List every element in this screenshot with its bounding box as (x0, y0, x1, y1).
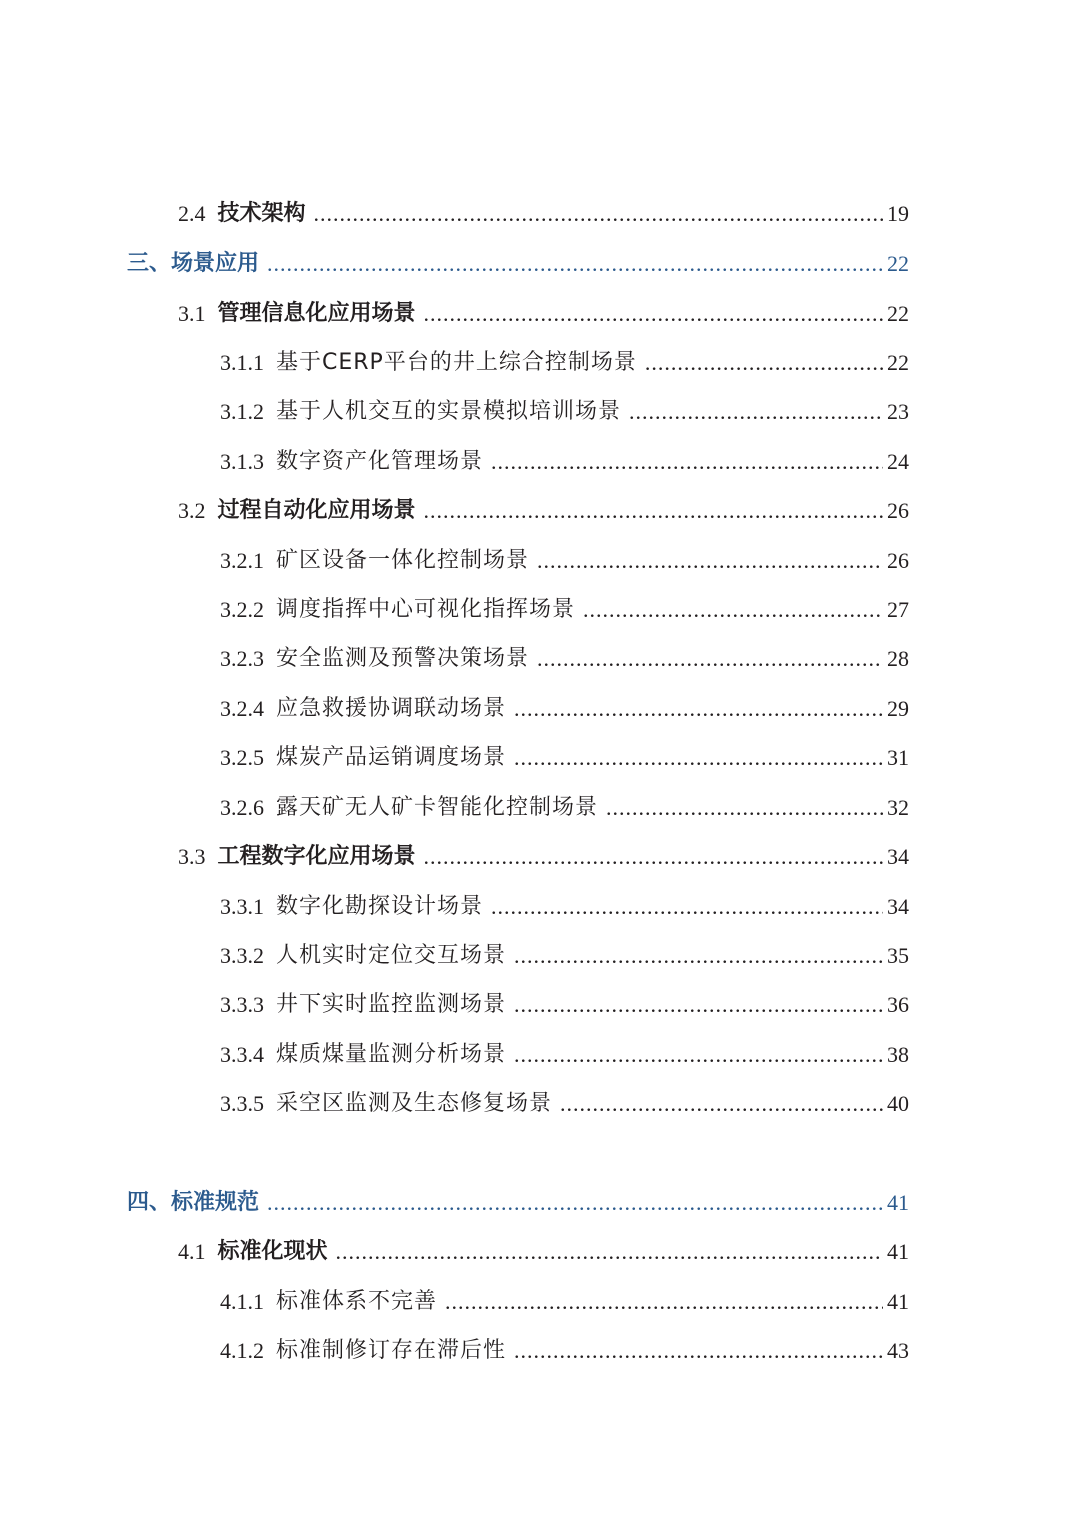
dot-leader (583, 592, 883, 628)
dot-leader (424, 493, 883, 529)
dot-leader (514, 740, 883, 776)
toc-number: 3.3.4 (220, 1042, 264, 1067)
toc-number: 3.1.1 (220, 350, 264, 375)
toc-page-number: 38 (887, 1042, 909, 1067)
toc-title: 标准制修订存在滞后性 (276, 1338, 507, 1363)
toc-page-number: 24 (887, 449, 909, 474)
toc-title: 四、标准规范 (127, 1190, 260, 1215)
dot-leader (560, 1086, 883, 1122)
toc-page-number: 31 (887, 745, 909, 770)
toc-number: 3.3.3 (220, 992, 264, 1017)
toc-page-number: 43 (887, 1338, 909, 1363)
toc-entry-chapter-3[interactable] (127, 246, 909, 282)
dot-leader (445, 1284, 883, 1320)
toc-number: 3.3.1 (220, 894, 264, 919)
toc-title: 数字化勘探设计场景 (276, 894, 484, 919)
toc-entry-3-1-2[interactable] (220, 394, 909, 430)
dot-leader (514, 987, 883, 1023)
dot-leader (424, 296, 883, 332)
toc-number: 3.1 (178, 301, 206, 326)
toc-number: 3.2.3 (220, 646, 264, 671)
dot-leader (514, 1333, 883, 1369)
toc-entry-4-1-2[interactable] (220, 1333, 909, 1369)
toc-page-number: 29 (887, 696, 909, 721)
toc-title: 采空区监测及生态修复场景 (276, 1091, 553, 1116)
toc-entry-3-2-3[interactable] (220, 641, 909, 677)
toc-number: 3.2.2 (220, 597, 264, 622)
toc-entry-3-2-5[interactable] (220, 740, 909, 776)
toc-entry-3-2-4[interactable] (220, 691, 909, 727)
toc-number: 2.4 (178, 201, 206, 226)
toc-number: 4.1.2 (220, 1338, 264, 1363)
dot-leader (314, 196, 883, 232)
toc-page-number: 32 (887, 795, 909, 820)
dot-leader (424, 839, 883, 875)
toc-entry-3-1-3[interactable] (220, 444, 909, 480)
toc-entry-3-2-6[interactable] (220, 790, 909, 826)
toc-page-number: 36 (887, 992, 909, 1017)
toc-entry-3-1-1[interactable] (220, 345, 909, 381)
toc-number: 3.3.5 (220, 1091, 264, 1116)
toc-page-number: 41 (887, 1289, 909, 1314)
toc-entry-3-3[interactable] (178, 839, 909, 875)
toc-page-number: 19 (887, 201, 909, 226)
toc-entry-4-1-1[interactable] (220, 1284, 909, 1320)
toc-page-number: 22 (887, 350, 909, 375)
toc-page-number: 40 (887, 1091, 909, 1116)
toc-page-number: 23 (887, 399, 909, 424)
dot-leader (537, 641, 883, 677)
toc-title: 井下实时监控监测场景 (276, 992, 507, 1017)
dot-leader (514, 691, 883, 727)
toc-page-number: 27 (887, 597, 909, 622)
toc-number: 3.3.2 (220, 943, 264, 968)
toc-title: 露天矿无人矿卡智能化控制场景 (276, 795, 599, 820)
toc-number: 3.2.4 (220, 696, 264, 721)
dot-leader (514, 938, 883, 974)
toc-title: 技术架构 (217, 201, 306, 226)
toc-number: 4.1.1 (220, 1289, 264, 1314)
toc-title: 管理信息化应用场景 (217, 301, 416, 326)
toc-page-number: 41 (887, 1239, 909, 1264)
toc-title: 煤质煤量监测分析场景 (276, 1042, 507, 1067)
toc-number: 4.1 (178, 1239, 206, 1264)
dot-leader (267, 1185, 883, 1221)
toc-title: 数字资产化管理场景 (276, 449, 484, 474)
dot-leader (537, 543, 883, 579)
toc-number: 3.1.2 (220, 399, 264, 424)
toc-title: 三、场景应用 (127, 251, 260, 276)
dot-leader (336, 1234, 883, 1270)
toc-number: 3.2.1 (220, 548, 264, 573)
toc-title: 应急救援协调联动场景 (276, 696, 507, 721)
dot-leader (606, 790, 883, 826)
toc-page-number: 34 (887, 894, 909, 919)
toc-title: 人机实时定位交互场景 (276, 943, 507, 968)
toc-number: 3.2 (178, 498, 206, 523)
toc-entry-3-2[interactable] (178, 493, 909, 529)
toc-entry-3-3-1[interactable] (220, 889, 909, 925)
toc-title: 调度指挥中心可视化指挥场景 (276, 597, 576, 622)
toc-entry-3-1[interactable] (178, 296, 909, 332)
toc-page-number: 22 (887, 301, 909, 326)
toc-title: 工程数字化应用场景 (217, 844, 416, 869)
toc-page-number: 28 (887, 646, 909, 671)
dot-leader (491, 444, 883, 480)
toc-page-number: 41 (887, 1190, 909, 1215)
toc-number: 3.1.3 (220, 449, 264, 474)
toc-page-number: 26 (887, 548, 909, 573)
toc-page-number: 35 (887, 943, 909, 968)
toc-entry-3-3-3[interactable] (220, 987, 909, 1023)
toc-title: 安全监测及预警决策场景 (276, 646, 530, 671)
toc-number: 3.2.6 (220, 795, 264, 820)
toc-page-number: 26 (887, 498, 909, 523)
toc-title: 煤炭产品运销调度场景 (276, 745, 507, 770)
toc-title: 过程自动化应用场景 (217, 498, 416, 523)
toc-title: 基于CERP平台的井上综合控制场景 (276, 350, 637, 375)
toc-entry-3-3-5[interactable] (220, 1086, 909, 1122)
toc-title: 矿区设备一体化控制场景 (276, 548, 530, 573)
toc-title: 标准化现状 (217, 1239, 328, 1264)
toc-number: 3.3 (178, 844, 206, 869)
dot-leader (645, 345, 883, 381)
dot-leader (629, 394, 883, 430)
toc-entry-3-2-2[interactable] (220, 592, 909, 628)
toc-title: 基于人机交互的实景模拟培训场景 (276, 399, 622, 424)
toc-page-number: 22 (887, 251, 909, 276)
dot-leader (514, 1037, 883, 1073)
toc-entry-3-3-2[interactable] (220, 938, 909, 974)
toc-entry-chapter-4[interactable] (127, 1185, 909, 1221)
toc-number: 3.2.5 (220, 745, 264, 770)
toc-entry-4-1[interactable] (178, 1234, 909, 1270)
toc-title: 标准体系不完善 (276, 1289, 438, 1314)
toc-entry-2-4[interactable] (178, 196, 909, 232)
dot-leader (491, 889, 883, 925)
toc-entry-3-3-4[interactable] (220, 1037, 909, 1073)
toc-entry-3-2-1[interactable] (220, 543, 909, 579)
toc-page-number: 34 (887, 844, 909, 869)
dot-leader (267, 246, 883, 282)
